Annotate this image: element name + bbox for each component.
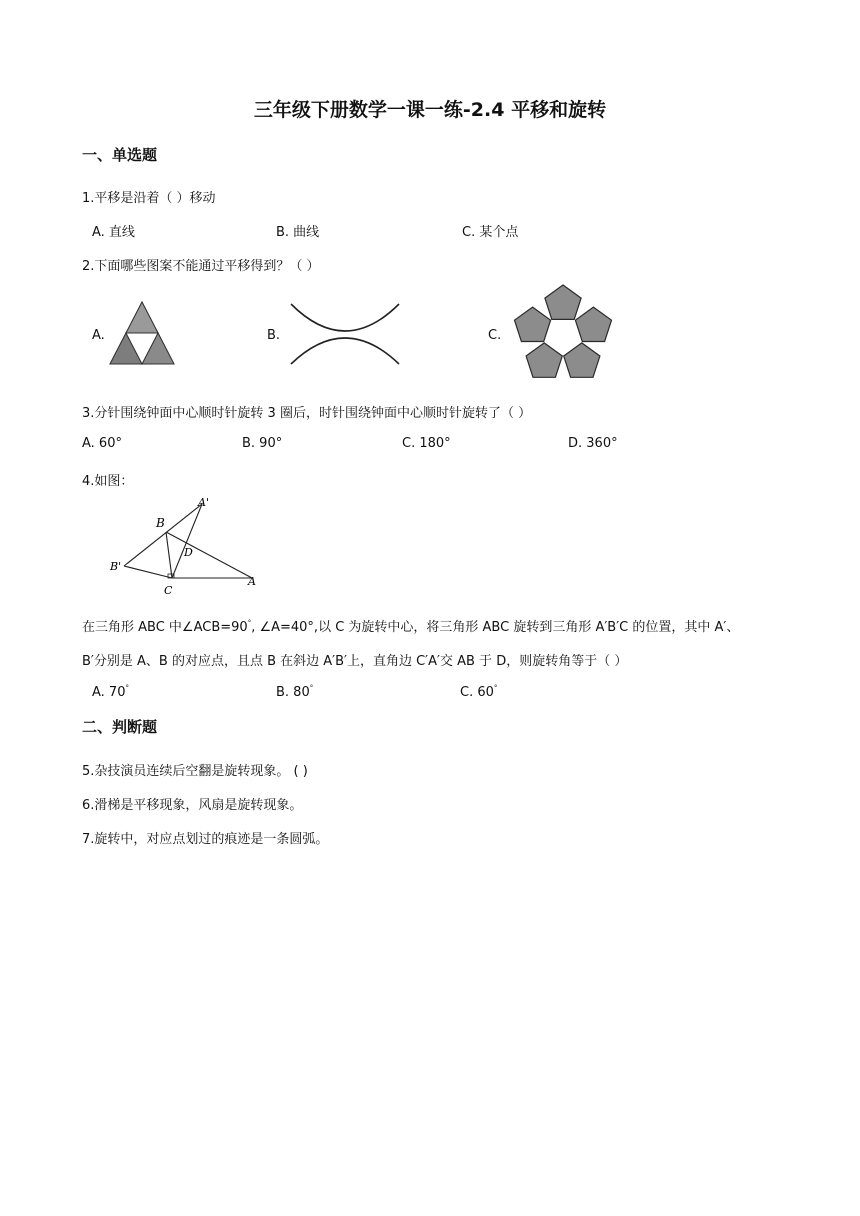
rotation-triangle-figure xyxy=(106,494,262,598)
label-a: A xyxy=(248,575,256,588)
label-d: D xyxy=(184,546,193,559)
question-3-option-d: D. 360° xyxy=(568,436,618,451)
question-2-option-a: A. xyxy=(92,328,105,343)
label-a-prime: A' xyxy=(198,496,209,509)
question-5-stem: 5.杂技演员连续后空翻是旋转现象。 ( ) xyxy=(82,764,308,779)
question-7-stem: 7.旋转中，对应点划过的痕迹是一条圆弧。 xyxy=(82,832,329,847)
question-4-stem: 4.如图： xyxy=(82,474,134,489)
pentagon-shape xyxy=(575,307,611,341)
pentagon-ring-figure xyxy=(508,284,618,386)
question-2-option-c: C. xyxy=(488,328,502,343)
question-1-option-c: C. 某个点 xyxy=(462,225,519,240)
triangle-pattern-figure xyxy=(108,300,176,366)
question-4-option-a: A. 70° xyxy=(92,684,129,700)
label-b-prime: B' xyxy=(110,560,122,573)
question-3-option-c: C. 180° xyxy=(402,436,451,451)
section-heading-true-false: 二、判断题 xyxy=(82,718,158,736)
question-1-option-b: B. 曲线 xyxy=(276,225,320,240)
pentagon-shape xyxy=(545,285,581,319)
label-c: C xyxy=(164,584,173,597)
pentagon-shape xyxy=(526,343,562,377)
question-4-option-b: B. 80° xyxy=(276,684,314,700)
label-b: B xyxy=(156,516,165,530)
two-curves-figure xyxy=(285,300,405,368)
page-title: 三年级下册数学一课一练-2.4 平移和旋转 xyxy=(253,99,607,121)
question-1-option-a: A. 直线 xyxy=(92,225,135,240)
question-3-option-b: B. 90° xyxy=(242,436,283,451)
question-3-option-a: A. 60° xyxy=(82,436,122,451)
pentagon-shape xyxy=(515,307,551,341)
question-4-option-c: C. 60° xyxy=(460,684,498,700)
question-2-stem: 2.下面哪些图案不能通过平移得到？（ ） xyxy=(82,259,320,274)
question-1-stem: 1.平移是沿着（ ）移动 xyxy=(82,191,216,206)
question-6-stem: 6.滑梯是平移现象，风扇是旋转现象。 xyxy=(82,798,303,813)
question-3-stem: 3.分针围绕钟面中心顺时针旋转 3 圈后，时针围绕钟面中心顺时针旋转了（ ） xyxy=(82,406,532,421)
question-4-text-line-2: B′分别是 A、B 的对应点，且点 B 在斜边 A′B′上，直角边 C′A′交 AB 于 D，则旋转角等于（ ） xyxy=(82,654,628,669)
section-heading-single-choice: 一、单选题 xyxy=(82,146,158,164)
question-2-option-b: B. xyxy=(267,328,281,343)
pentagon-shape xyxy=(564,343,600,377)
question-4-text-line-1: 在三角形 ABC 中∠ACB=90°, ∠A=40°,以 C 为旋转中心，将三角形 ABC 旋转到三角形 A′B′C 的位置，其中 A′、 xyxy=(82,619,740,635)
